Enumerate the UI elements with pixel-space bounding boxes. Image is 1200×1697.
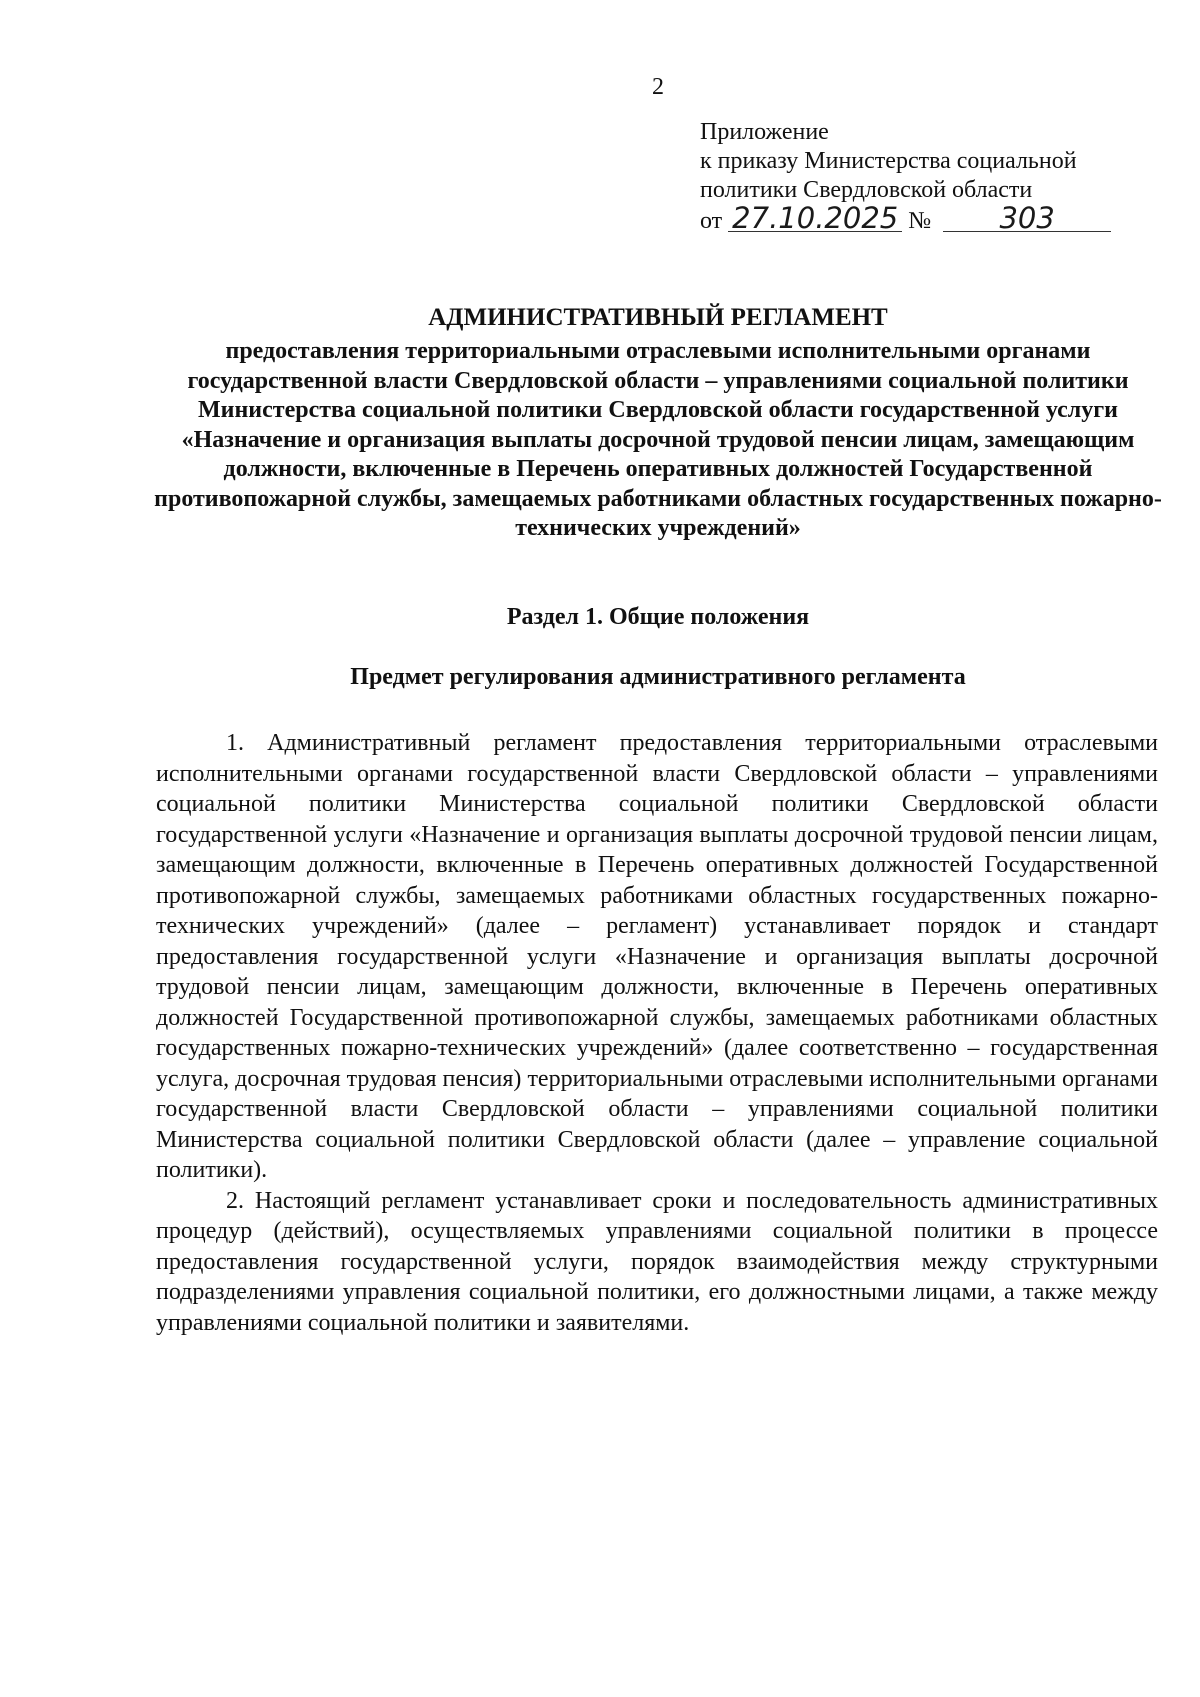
appendix-line-1: Приложение [700,119,829,145]
appendix-block [700,118,1120,236]
number-sign: № [908,208,932,234]
document-body [156,728,1158,1338]
subsection-heading: Предмет регулирования административного регламента [350,664,966,690]
section-heading: Раздел 1. Общие положения [506,604,810,630]
handwritten-order-number: 303 [943,205,1111,232]
handwritten-date: 27.10.2025 [728,205,902,232]
document-title: АДМИНИСТРАТИВНЫЙ РЕГЛАМЕНТ [428,304,888,331]
appendix-line-2: к приказу Министерства социальной [700,148,1077,174]
paragraph-1: 1. Административный регламент предоставления территориальными отраслевыми исполнительными органами государственной власти Свердловской области – управлениями социальной политики Министерства социальной политики Свердловской области государственной услуги «Назначение и организация выплаты досрочной трудовой пенсии лицам, замещающим должности, включенные в Перечень оперативных должностей Государственной противопожарной службы, замещаемых работниками областных государственных пожарно-технических учреждений» (далее – регламент) устанавливает порядок и стандарт предоставления государственной услуги «Назначение и организация выплаты досрочной трудовой пенсии лицам, замещающим должности, включенные в Перечень оперативных должностей Государственной противопожарной службы, замещаемых работниками областных государственных пожарно-технических учреждений» (далее соответственно – государственная услуга, досрочная трудовая пенсия) территориальными отраслевыми исполнительными органами государственной власти Свердловской области – управлениями социальной политики Министерства социальной политики Свердловской области (далее – управление социальной политики). [156,730,1158,1183]
document-subtitle: предоставления территориальными отраслевыми исполнительными органами государственной власти Свердловской области – управлениями социальной политики Министерства социальной политики Свердловской области государственной услуги «Назначение и организация выплаты досрочной трудовой пенсии лицам, замещающим должности, включенные в Перечень оперативных должностей Государственной противопожарной службы, замещаемых работниками областных государственных пожарно-технических учреждений» [154,338,1162,541]
document-title-block [150,302,1166,544]
appendix-line-3: политики Свердловской области [700,177,1033,203]
order-date-line [700,201,1120,236]
paragraph-2: 2. Настоящий регламент устанавливает сроки и последовательность административных процедур (действий), осуществляемых управлениями социальной политики в процессе предоставления государственной услуги, порядок взаимодействия между структурными подразделениями управления социальной политики, его должностными лицами, а также между управлениями социальной политики и заявителями. [156,1187,1158,1336]
page-number: 2 [652,74,664,100]
date-prefix: от [700,208,723,234]
